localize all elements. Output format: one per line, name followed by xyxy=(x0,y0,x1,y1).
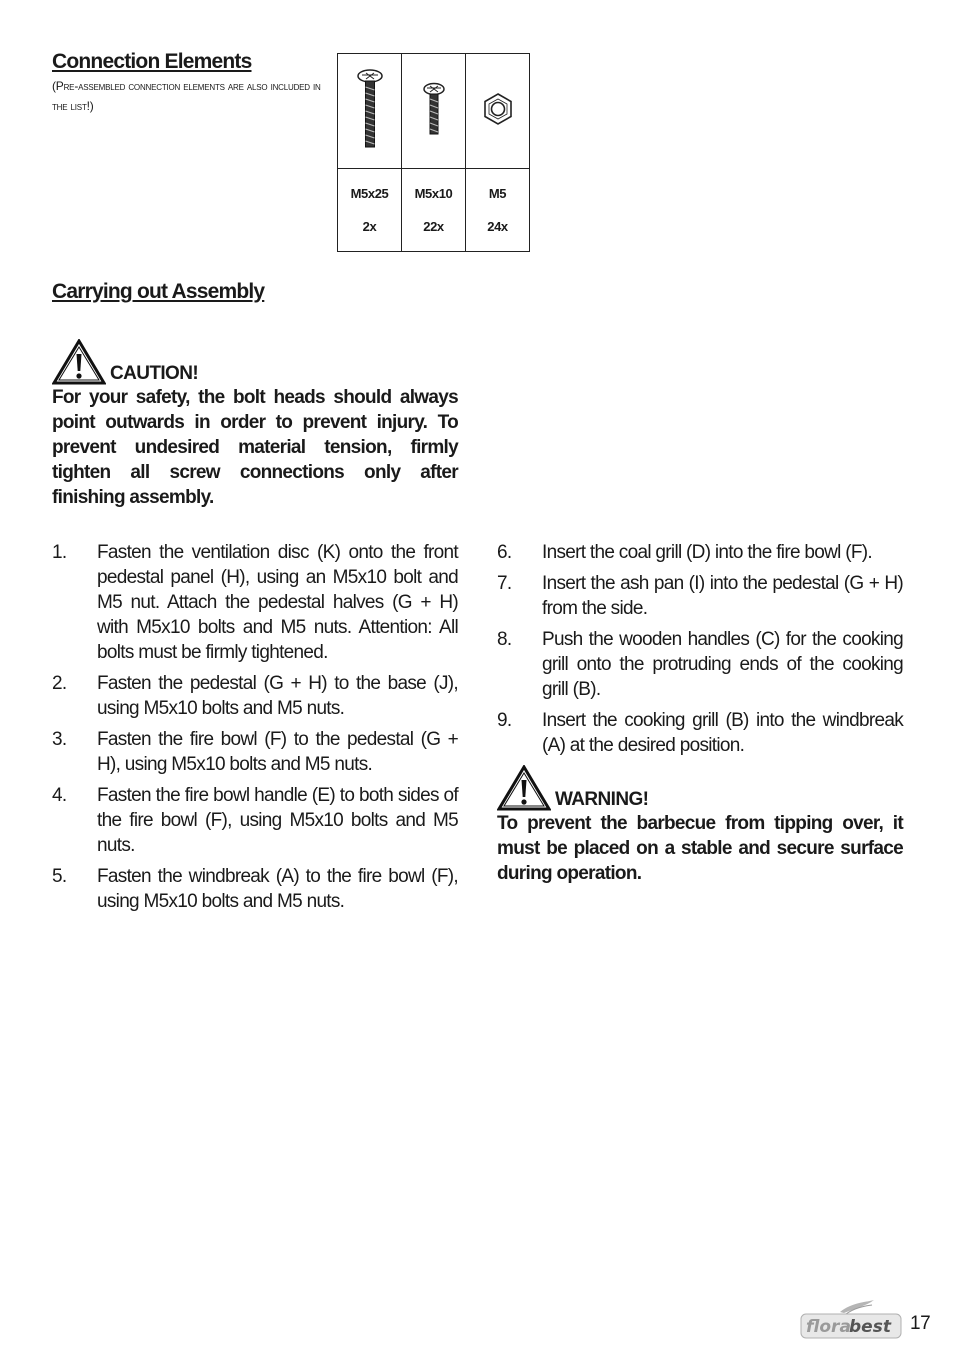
part-name: M5 xyxy=(488,186,507,201)
list-item xyxy=(52,540,458,665)
parts-image-row xyxy=(338,54,530,169)
part-label-cell xyxy=(338,169,402,252)
step-text: Insert the cooking grill (B) into the windbreak (A) at the desired position. xyxy=(542,710,903,756)
step-text: Fasten the pedestal (G + H) to the base (J), using M5x10 bolts and M5 nuts. xyxy=(97,673,458,719)
step-number: 7. xyxy=(497,573,512,594)
section-subtitle: (Pre-assembled connection elements are also included in the list!) xyxy=(52,79,321,113)
part-label-cell xyxy=(402,169,466,252)
step-number: 1. xyxy=(52,542,67,563)
list-item xyxy=(52,671,458,721)
list-item xyxy=(497,571,903,621)
list-item xyxy=(497,708,903,758)
svg-text:flora: flora xyxy=(806,1317,851,1337)
svg-text:best: best xyxy=(849,1317,891,1337)
bolt-long-icon xyxy=(355,67,385,151)
part-quantity: 24x xyxy=(487,219,508,234)
nut-icon xyxy=(480,91,516,127)
warning-triangle-icon xyxy=(497,765,551,811)
step-number: 4. xyxy=(52,785,67,806)
step-text: Fasten the fire bowl (F) to the pedestal (G + H), using M5x10 bolts and M5 nuts. xyxy=(97,729,458,775)
florabest-logo xyxy=(800,1298,902,1340)
page-number: 17 xyxy=(910,1313,931,1334)
page-footer xyxy=(800,1298,930,1340)
warning-text: To prevent the barbecue from tipping over, it must be placed on a stable and secure surface during operation. xyxy=(497,813,903,884)
caution-label: CAUTION! xyxy=(110,363,199,384)
step-number: 5. xyxy=(52,866,67,887)
list-item xyxy=(497,540,903,565)
part-label-cell xyxy=(466,169,530,252)
assembly-steps-right xyxy=(497,540,903,764)
step-text: Push the wooden handles (C) for the cooking grill onto the protruding ends of the cooking grill (B). xyxy=(542,629,903,700)
part-image-cell xyxy=(402,54,466,169)
step-number: 2. xyxy=(52,673,67,694)
step-number: 8. xyxy=(497,629,512,650)
section-title-connection-elements: Connection Elements xyxy=(52,50,252,73)
warning-header xyxy=(497,763,903,811)
step-text: Insert the coal grill (D) into the fire bowl (F). xyxy=(542,542,872,563)
step-text: Fasten the windbreak (A) to the fire bowl (F), using M5x10 bolts and M5 nuts. xyxy=(97,866,458,912)
list-item xyxy=(52,864,458,914)
step-number: 6. xyxy=(497,542,512,563)
step-number: 9. xyxy=(497,710,512,731)
list-item xyxy=(52,783,458,858)
caution-text: For your safety, the bolt heads should always point outwards in order to prevent injury. To prevent undesired material tension, firmly tighten all screw connections only after finishing assembly. xyxy=(52,387,458,508)
assembly-steps-left xyxy=(52,540,458,920)
list-item xyxy=(497,627,903,702)
part-quantity: 22x xyxy=(423,219,444,234)
bolt-short-icon xyxy=(422,81,446,137)
part-name: M5x10 xyxy=(414,186,453,201)
section-title-assembly: Carrying out Assembly xyxy=(52,280,265,303)
parts-table xyxy=(337,53,530,252)
step-text: Fasten the fire bowl handle (E) to both sides of the fire bowl (F), using M5x10 bolts and M5 nuts. xyxy=(97,785,458,856)
warning-label: WARNING! xyxy=(555,789,649,810)
parts-label-row xyxy=(338,169,530,252)
warning-notice xyxy=(497,763,903,886)
caution-notice xyxy=(52,337,458,510)
part-quantity: 2x xyxy=(362,219,377,234)
caution-header xyxy=(52,337,458,385)
part-name: M5x25 xyxy=(350,186,389,201)
step-number: 3. xyxy=(52,729,67,750)
warning-triangle-icon xyxy=(52,339,106,385)
list-item xyxy=(52,727,458,777)
part-image-cell xyxy=(338,54,402,169)
step-text: Fasten the ventilation disc (K) onto the front pedestal panel (H), using an M5x10 bolt and M5 nut. Attach the pedestal halves (G + H) with M5x10 bolts and M5 nuts. Attention: All bolts must be firmly tightened. xyxy=(97,542,458,663)
step-text: Insert the ash pan (I) into the pedestal (G + H) from the side. xyxy=(542,573,903,619)
part-image-cell xyxy=(466,54,530,169)
